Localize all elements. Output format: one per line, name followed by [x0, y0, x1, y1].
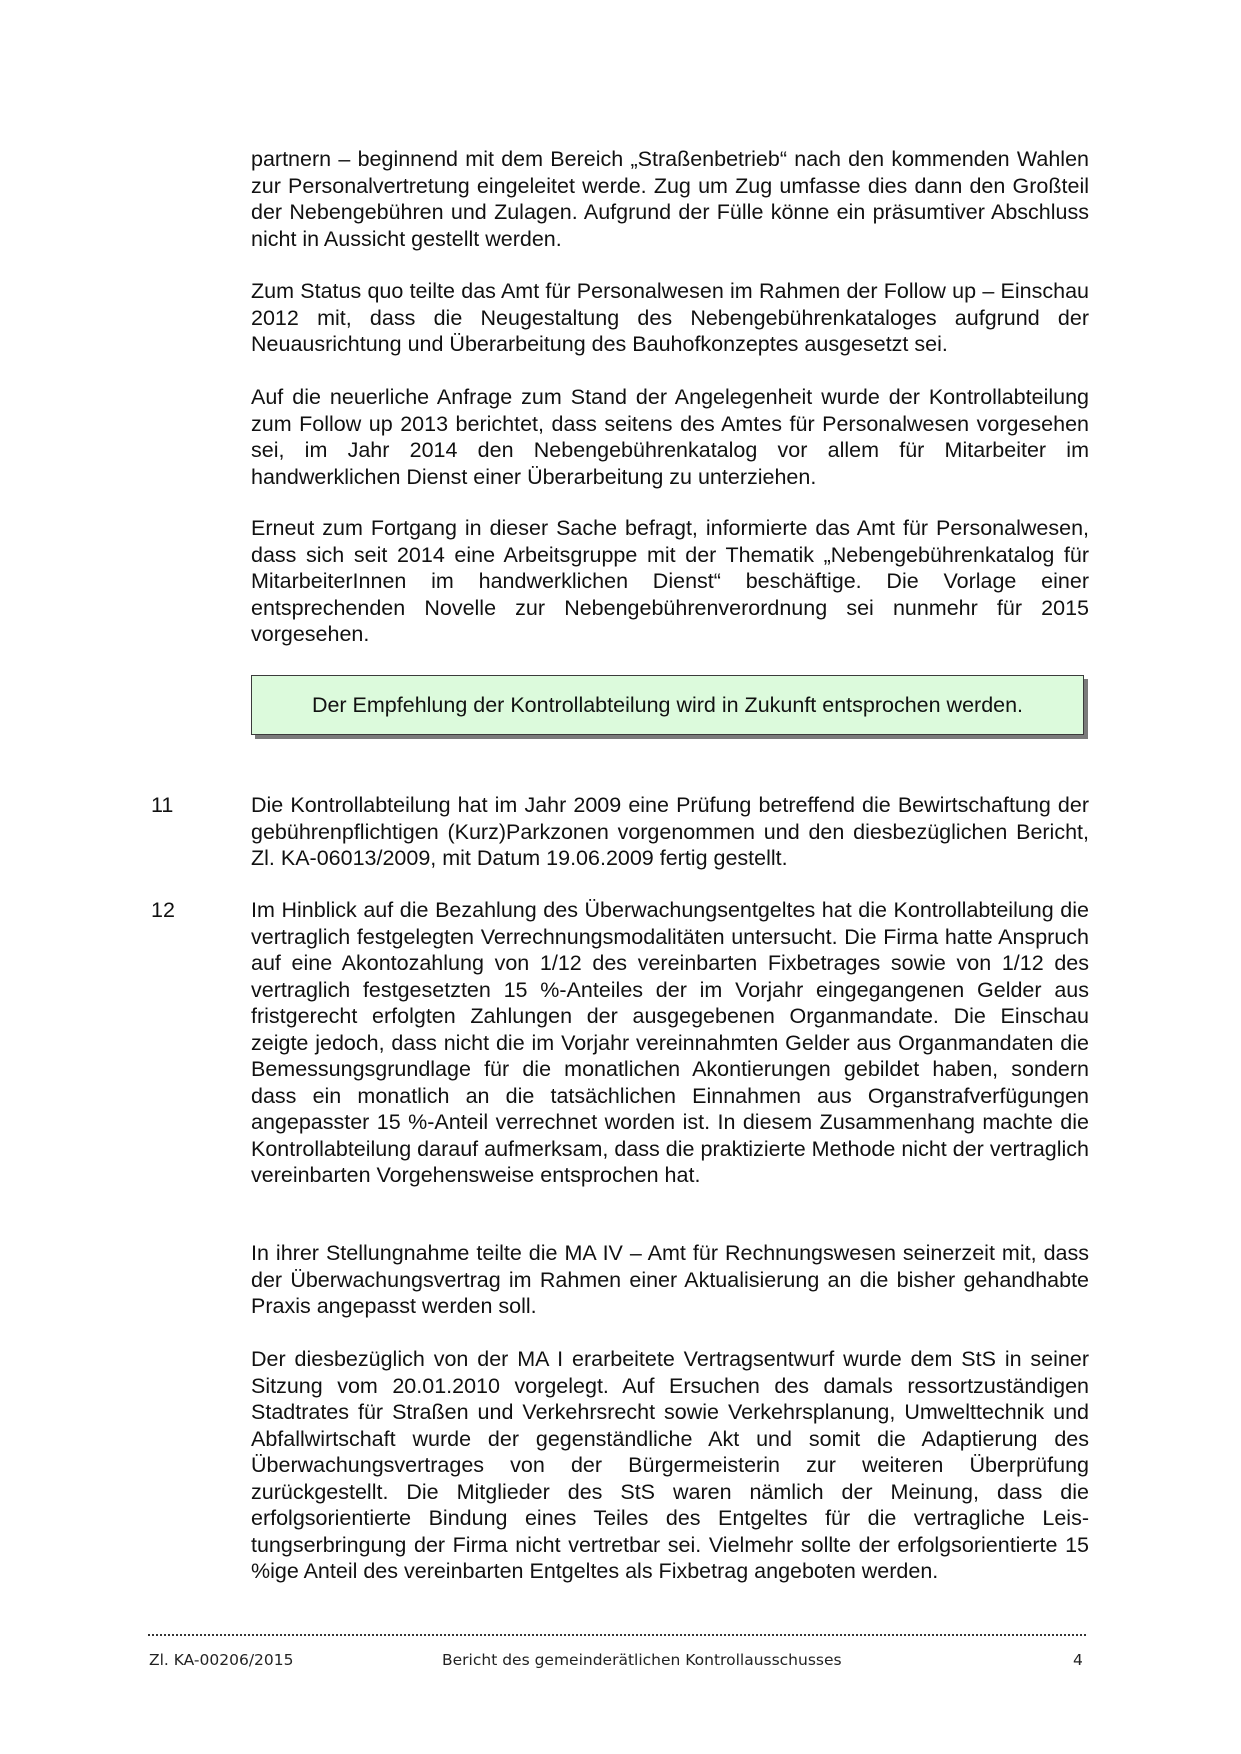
item-number-11: 11 — [151, 793, 174, 817]
footer-page-number: 4 — [1073, 1651, 1083, 1669]
paragraph-item-12: Im Hinblick auf die Bezahlung des Überwachungsentgeltes hat die Kontrollabteilung die vertraglich festgelegten Verrechnungsmodalitäten untersucht. Die Firma hatte Anspruch auf eine Akontozahlung von 1/12 des vereinbarten Fixbetrages sowie von 1/12 des vertraglich festgesetzten 15 %-Anteiles der im Vorjahr eingegangenen Gelder aus fristgerecht erfolgten Zahlungen der ausgegebenen Organmandate. Die Einschau zeigte jedoch, dass nicht die im Vorjahr vereinnahmten Gelder aus Organmandaten die Bemessungsgrundlage für die monatlichen Akontierungen gebildet haben, sondern dass ein monatlich an die tatsächlichen Einnahmen aus Organstrafverfügungen angepasster 15 %-Anteil verrechnet worden ist. In diesem Zusammenhang machte die Kontrollabteilung darauf aufmerksam, dass die praktizierte Methode nicht der vertraglich vereinbarten Vorgehensweise entsprochen hat. — [251, 898, 1089, 1187]
paragraph-stellungnahme: In ihrer Stellungnahme teilte die MA IV – Amt für Rechnungswesen seinerzeit mit, dass der Überwachungsvertrag im Rahmen einer Aktualisierung an die bisher gehandhabte Praxis angepasst werden soll. — [251, 1241, 1089, 1318]
recommendation-box — [251, 675, 1084, 735]
footer-reference: Zl. KA-00206/2015 — [149, 1651, 294, 1669]
paragraph-item-11: Die Kontrollabteilung hat im Jahr 2009 eine Prüfung betreffend die Bewirtschaftung der gebührenpflichtigen (Kurz)Parkzonen vorgenommen und den diesbezüglichen Bericht, Zl. KA-06013/2009, mit Datum 19.06.2009 fertig gestellt. — [251, 793, 1089, 870]
recommendation-text: Der Empfehlung der Kontrollabteilung wird in Zukunft entsprochen werden. — [311, 692, 1024, 717]
paragraph-status-quo: Zum Status quo teilte das Amt für Personalwesen im Rahmen der Follow up – Einschau 2012 mit, dass die Neugestaltung des Nebengebührenkataloges aufgrund der Neuausrichtung und Überarbeitung des Bauhofkonzeptes ausgesetzt sei. — [251, 279, 1089, 356]
paragraph-continuation: partnern – beginnend mit dem Bereich „Straßenbetrieb“ nach den kommenden Wahlen zur Personalvertretung eingeleitet werde. Zug um Zug umfasse dies dann den Großteil der Nebengebühren und Zulagen. Aufgrund der Fülle könne ein präsumtiver Abschluss nicht in Aussicht gestellt werden. — [251, 147, 1089, 251]
paragraph-vertragsentwurf: Der diesbezüglich von der MA I erarbeitete Vertragsentwurf wurde dem StS in seiner Sitzung vom 20.01.2010 vorgelegt. Auf Ersuchen des damals ressortzuständigen Stadtrates für Straßen und Verkehrsrecht sowie Verkehrsplanung, Umwelttechnik und Abfallwirtschaft wurde der gegenständliche Akt und somit die Adaptierung des Überwachungsvertrages von der Bürgermeisterin zur weiteren Überprüfung zurückgestellt. Die Mitglieder des StS waren nämlich der Meinung, dass die erfolgsorientierte Bindung eines Teiles des Entgeltes für die vertragliche Leistungserbringung der Firma nicht vertretbar sei. Vielmehr sollte der erfolgsorientierte 15 %ige Anteil des vereinbarten Entgeltes als Fixbetrag angeboten werden. — [251, 1347, 1089, 1583]
paragraph-follow-up-2013: Auf die neuerliche Anfrage zum Stand der Angelegenheit wurde der Kontrollabteilung zum Follow up 2013 berichtet, dass seitens des Amtes für Personalwesen vorgesehen sei, im Jahr 2014 den Nebengebührenkatalog vor allem für Mitarbeiter im handwerklichen Dienst einer Überarbeitung zu unterziehen. — [251, 385, 1089, 489]
paragraph-fortgang: Erneut zum Fortgang in dieser Sache befragt, informierte das Amt für Personalwesen, dass sich seit 2014 eine Arbeitsgruppe mit der Thematik „Nebengebührenkatalog für MitarbeiterInnen im handwerklichen Dienst“ beschäftige. Die Vorlage einer entsprechenden Novelle zur Nebengebührenverordnung sei nunmehr für 2015 vorgesehen. — [251, 516, 1089, 646]
item-number-12: 12 — [151, 898, 175, 922]
footer-title: Bericht des gemeinderätlichen Kontrollausschusses — [442, 1651, 842, 1669]
footer-divider — [148, 1628, 1086, 1636]
